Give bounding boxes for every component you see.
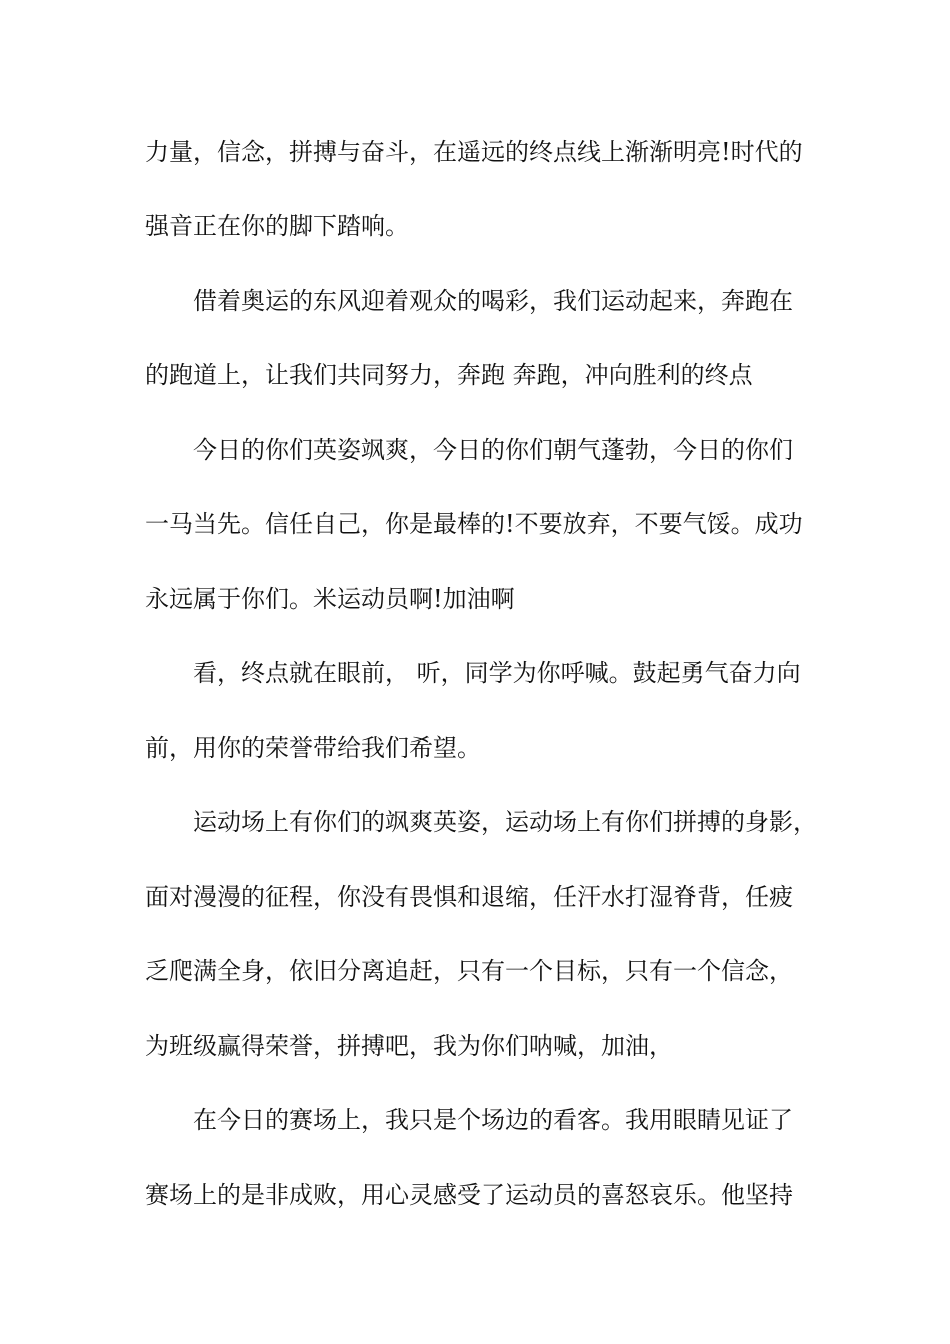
- paragraph-line: 赛场上的是非成败，用心灵感受了运动员的喜怒哀乐。他坚持: [145, 1181, 793, 1209]
- paragraph-line: 面对漫漫的征程，你没有畏惧和退缩，任汗水打湿脊背，任疲: [145, 883, 793, 911]
- paragraph-line: 今日的你们英姿飒爽，今日的你们朝气蓬勃，今日的你们: [193, 436, 793, 464]
- paragraph-line: 的跑道上，让我们共同努力，奔跑 奔跑，冲向胜利的终点: [145, 361, 753, 389]
- paragraph-line: 一马当先。信任自己，你是最棒的!不要放弃，不要气馁。成功: [145, 510, 803, 538]
- paragraph-line: 看，终点就在眼前， 听，同学为你呼喊。鼓起勇气奋力向: [193, 659, 801, 687]
- paragraph-line: 永远属于你们。米运动员啊!加油啊: [145, 585, 515, 613]
- paragraph-line: 前，用你的荣誉带给我们希望。: [145, 734, 481, 762]
- paragraph-line: 在今日的赛场上，我只是个场边的看客。我用眼睛见证了: [193, 1106, 793, 1134]
- paragraph-line: 强音正在你的脚下踏响。: [145, 212, 409, 240]
- paragraph-line: 乏爬满全身，依旧分离追赶，只有一个目标，只有一个信念，: [145, 957, 793, 985]
- paragraph-line: 为班级赢得荣誉，拼搏吧，我为你们呐喊，加油，: [145, 1032, 673, 1060]
- paragraph-line: 运动场上有你们的飒爽英姿，运动场上有你们拼搏的身影，: [193, 808, 817, 836]
- paragraph-line: 借着奥运的东风迎着观众的喝彩，我们运动起来，奔跑在: [193, 287, 793, 315]
- paragraph-line: 力量，信念，拼搏与奋斗，在遥远的终点线上渐渐明亮!时代的: [145, 138, 803, 166]
